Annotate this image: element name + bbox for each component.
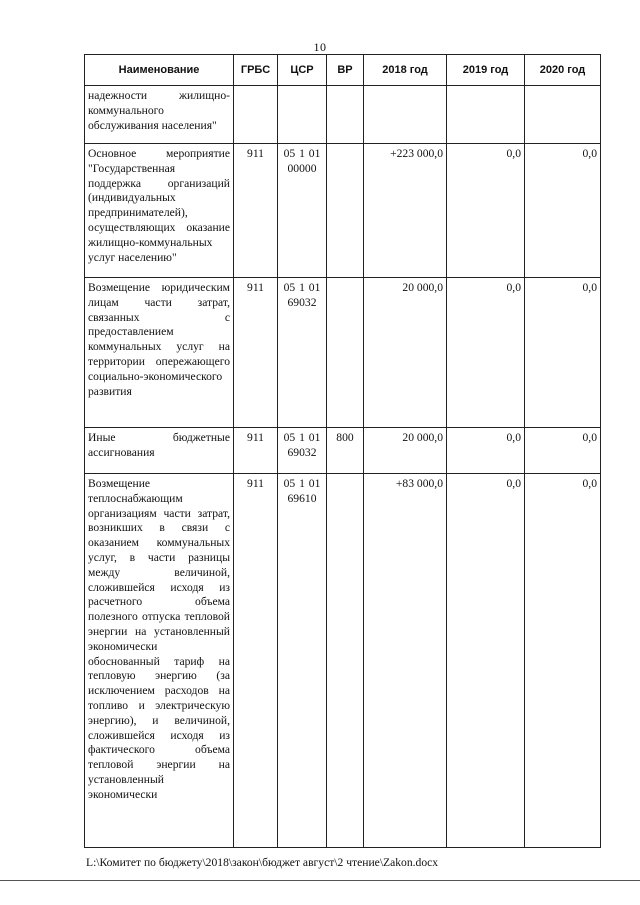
row-2020-cell xyxy=(525,86,601,144)
row-name-cell: Возмещение юридическим лицам части затрат, связанных с предоставлением коммунальных услуг на территории опережающего социально-экономического развития xyxy=(85,278,234,428)
row-vr-cell xyxy=(327,144,364,278)
row-csr-cell: 05 1 01 69032 xyxy=(278,428,327,474)
row-name-cell: Иные бюджетные ассигнования xyxy=(85,428,234,474)
file-path-footer: L:\Комитет по бюджету\2018\закон\бюджет август\2 чтение\Zakon.docx xyxy=(86,856,439,869)
table-row xyxy=(85,474,601,848)
row-2018-cell: 20 000,0 xyxy=(364,428,447,474)
row-2018-cell: +83 000,0 xyxy=(364,474,447,848)
row-csr-cell: 05 1 01 69610 xyxy=(278,474,327,848)
row-name-cell: Возмещение теплоснабжающим организациям части затрат, возникших в связи с оказанием коммунальных услуг, в части разницы между величиной, сложившейся исходя из расчетного объема полезного отпуска тепловой энергии на установленный экономически обоснованный тариф на тепловую энергию (за исключением расходов на топливо и электрическую энергию), и величиной, сложившейся исходя из фактического объема тепловой энергии на установленный экономически xyxy=(85,474,234,848)
row-grbs-cell: 911 xyxy=(234,428,278,474)
table-row xyxy=(85,278,601,428)
table-row xyxy=(85,86,601,144)
table-row xyxy=(85,428,601,474)
row-grbs-cell: 911 xyxy=(234,474,278,848)
row-2019-cell: 0,0 xyxy=(447,144,525,278)
bottom-divider xyxy=(0,880,640,881)
row-csr-cell xyxy=(278,86,327,144)
header-vr: ВР xyxy=(327,55,364,86)
row-2020-cell: 0,0 xyxy=(525,144,601,278)
header-2018: 2018 год xyxy=(364,55,447,86)
page-number: 10 xyxy=(313,40,327,54)
row-2018-cell: 20 000,0 xyxy=(364,278,447,428)
row-2019-cell: 0,0 xyxy=(447,278,525,428)
table-row xyxy=(85,144,601,278)
row-csr-cell: 05 1 01 69032 xyxy=(278,278,327,428)
row-vr-cell xyxy=(327,278,364,428)
header-csr: ЦСР xyxy=(278,55,327,86)
header-name: Наименование xyxy=(85,55,234,86)
row-2020-cell: 0,0 xyxy=(525,474,601,848)
header-2019: 2019 год xyxy=(447,55,525,86)
header-grbs: ГРБС xyxy=(234,55,278,86)
row-2020-cell: 0,0 xyxy=(525,428,601,474)
row-vr-cell xyxy=(327,86,364,144)
row-vr-cell xyxy=(327,474,364,848)
budget-table xyxy=(84,54,601,848)
row-name-cell: Основное мероприятие "Государственная поддержка организаций (индивидуальных предпринимателей), осуществляющих оказание жилищно-коммунальных услуг населению" xyxy=(85,144,234,278)
row-2019-cell xyxy=(447,86,525,144)
table-header-row xyxy=(85,55,601,86)
row-grbs-cell: 911 xyxy=(234,278,278,428)
row-csr-cell: 05 1 01 00000 xyxy=(278,144,327,278)
row-2018-cell xyxy=(364,86,447,144)
row-grbs-cell: 911 xyxy=(234,144,278,278)
row-2018-cell: +223 000,0 xyxy=(364,144,447,278)
row-2019-cell: 0,0 xyxy=(447,428,525,474)
header-2020: 2020 год xyxy=(525,55,601,86)
row-grbs-cell xyxy=(234,86,278,144)
row-vr-cell: 800 xyxy=(327,428,364,474)
row-name-cell: надежности жилищно-коммунального обслуживания населения" xyxy=(85,86,234,144)
row-2019-cell: 0,0 xyxy=(447,474,525,848)
row-2020-cell: 0,0 xyxy=(525,278,601,428)
